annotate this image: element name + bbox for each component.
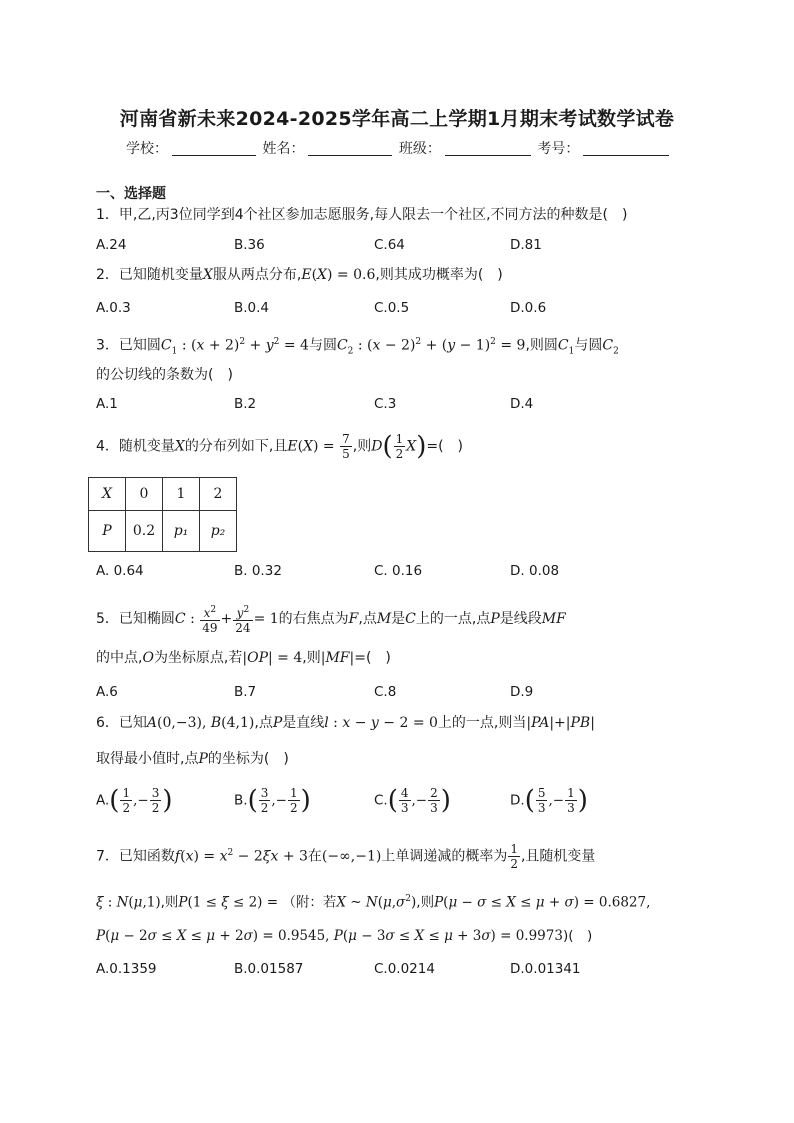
table-cell: 1 [163, 478, 200, 511]
question-1-options [96, 237, 716, 259]
question-4-options [96, 563, 716, 585]
option-b: B.0.01587 [234, 961, 304, 977]
option-a: A. 0.64 [96, 563, 144, 579]
option-b: B.0.4 [234, 300, 270, 316]
option-d: D.4 [510, 396, 534, 412]
table-cell: p₁ [163, 511, 200, 552]
question-5: 5．已知椭圆C : $\frac{x^2}{49}$ + $\frac{y^2}{24}$ = 1的右焦点为F,点M是C上的一点,点P是线段MF [96, 605, 566, 635]
question-7-continued-2: P(μ − 2σ ≤ X ≤ μ + 2σ) = 0.9545, P(μ − 3σ ≤ X ≤ μ + 3σ) = 0.9973)( ) [96, 928, 593, 944]
school-blank [172, 141, 256, 156]
option-a: A.6 [96, 684, 118, 700]
question-2: 2．已知随机变量X服从两点分布,E(X) = 0.6,则其成功概率为( ) [96, 267, 503, 283]
table-cell: P [89, 511, 126, 552]
option-b: B.7 [234, 684, 257, 700]
school-label: 学校： [126, 141, 168, 157]
table-cell: 0.2 [126, 511, 163, 552]
option-a: A.1 [96, 396, 118, 412]
page-title: 河南省新未来2024-2025学年高二上学期1月期末考试数学试卷 [119, 108, 675, 130]
option-c: C.64 [374, 237, 405, 253]
option-a: A.( $\frac{1}{2}$ ,− $\frac{3}{2}$ ) [96, 785, 173, 816]
option-d: D.9 [510, 684, 534, 700]
class-label: 班级： [398, 141, 441, 157]
id-blank [583, 141, 669, 156]
class-blank [445, 141, 531, 156]
name-label: 姓名： [262, 141, 305, 157]
id-label: 考号： [537, 141, 580, 157]
option-d: D. 0.08 [510, 563, 560, 579]
question-7: 7．已知函数$f(x) = x^2 - 2\xi x + 3$在(−∞,−1)上单调递减的概率为 $\frac{1}{2}$ ,且随机变量 [96, 842, 596, 871]
question-5-options [96, 684, 716, 706]
question-2-options [96, 300, 716, 322]
name-blank [308, 141, 392, 156]
option-a: A.24 [96, 237, 127, 253]
option-c: C.3 [374, 396, 397, 412]
question-5-continued: 的中点,O为坐标原点,若|OP| = 4,则|MF|=( ) [96, 650, 391, 666]
question-1: 1．甲,乙,丙3位同学到4个社区参加志愿服务,每人限去一个社区,不同方法的种数是( ) [96, 207, 628, 223]
section-title: 一、选择题 [96, 186, 166, 202]
option-c: C.8 [374, 684, 397, 700]
question-3-continued: 的公切线的条数为( ) [96, 367, 233, 383]
option-d: D.( $\frac{5}{3}$ ,− $\frac{1}{3}$ ) [510, 785, 588, 816]
table-row [89, 511, 237, 552]
option-c: C.0.0214 [374, 961, 435, 977]
option-c: C.( $\frac{4}{3}$ ,− $\frac{2}{3}$ ) [374, 785, 451, 816]
question-7-continued: ξ : N(μ,1),则P(1 ≤ ξ ≤ 2) = （附：若X ~ $N(\mu,\sigma^2)$,则P(μ − σ ≤ X ≤ μ + σ) = 0.6827, [96, 894, 651, 911]
table-cell: 2 [200, 478, 237, 511]
option-b: B.( $\frac{3}{2}$ ,− $\frac{1}{2}$ ) [234, 785, 311, 816]
question-3: 3．已知圆$C_1$ : $(x + 2)^2 + y^2 = 4$与圆$C_2$ : $(x - 2)^2 + (y - 1)^2 = 9$,则圆$C_1$与圆$C_2$ [96, 337, 619, 357]
option-a: A.0.3 [96, 300, 131, 316]
option-a: A.0.1359 [96, 961, 157, 977]
question-6-options [96, 786, 716, 826]
option-d: D.81 [510, 237, 542, 253]
option-b: B. 0.32 [234, 563, 282, 579]
table-cell: p₂ [200, 511, 237, 552]
table-row [89, 478, 237, 511]
option-b: B.36 [234, 237, 265, 253]
option-b: B.2 [234, 396, 257, 412]
question-7-options [96, 961, 716, 983]
table-cell: X [89, 478, 126, 511]
option-d: D.0.01341 [510, 961, 581, 977]
option-d: D.0.6 [510, 300, 547, 316]
distribution-table [88, 477, 237, 552]
question-3-options [96, 396, 716, 418]
question-4: 4．随机变量X的分布列如下,且E(X) = $\frac{7}{5}$ ,则D( $\frac{1}{2}$ X)=( ) [96, 431, 464, 462]
table-cell: 0 [126, 478, 163, 511]
student-info-line [126, 138, 671, 158]
option-c: C.0.5 [374, 300, 410, 316]
option-c: C. 0.16 [374, 563, 423, 579]
question-6: 6．已知A(0,−3), B(4,1),点P是直线l : x − y − 2 = 0上的一点,则当|PA|+|PB| [96, 715, 595, 731]
question-6-continued: 取得最小值时,点P的坐标为( ) [96, 751, 289, 767]
